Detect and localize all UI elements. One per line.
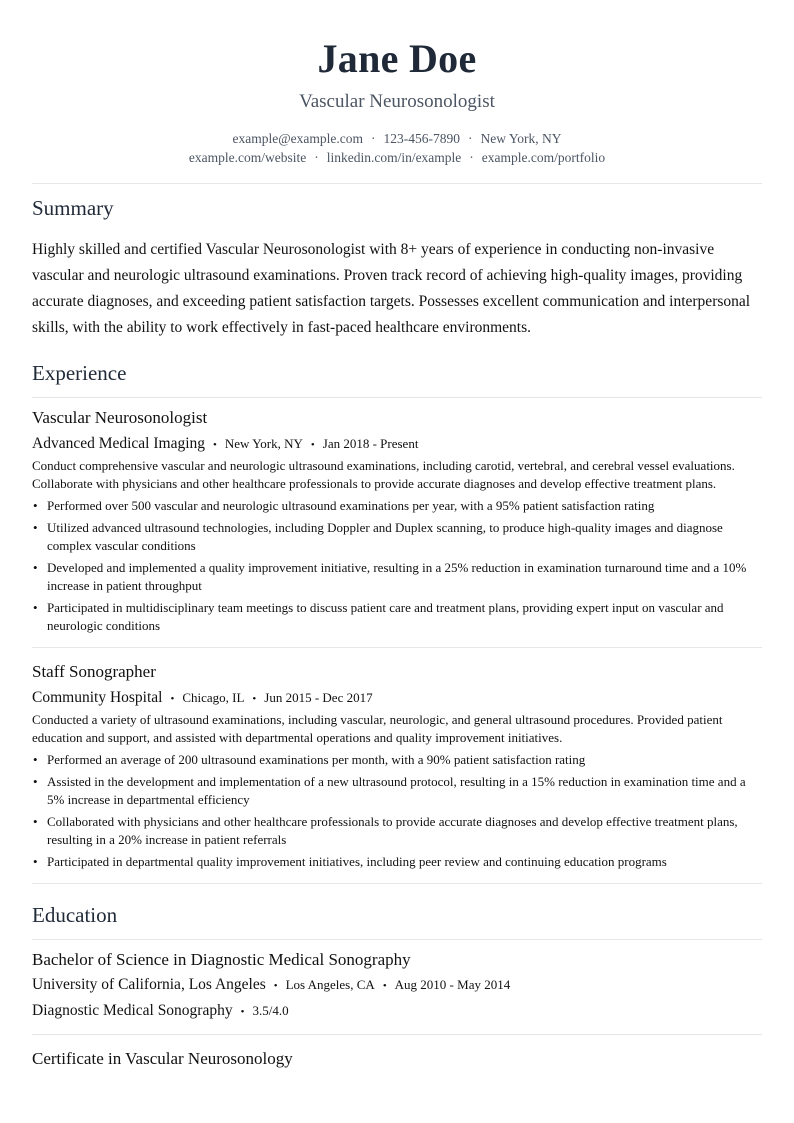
candidate-headline: Vascular Neurosonologist: [299, 91, 495, 112]
job-bullet: [32, 853, 762, 871]
job-entry: [32, 406, 762, 635]
experience-section: [32, 359, 762, 884]
job-bullets: [32, 497, 762, 635]
bullet-dot: •: [33, 560, 38, 575]
bullet-dot: •: [33, 498, 38, 513]
job-dates: Jan 2018 - Present: [322, 436, 419, 451]
candidate-name: Jane Doe: [317, 36, 477, 81]
job-title: Vascular Neurosonologist: [32, 408, 208, 427]
job-bullet: [32, 599, 762, 635]
divider: [32, 183, 762, 184]
resume-header: [32, 36, 762, 167]
contact-separator: ·: [468, 131, 473, 146]
bullet-dot: •: [33, 600, 38, 615]
divider: [32, 397, 762, 398]
bullet-dot: •: [33, 854, 38, 869]
education-entry: [32, 1047, 762, 1071]
job-location: Chicago, IL: [182, 690, 245, 705]
education-field-meta: [32, 1000, 762, 1023]
meta-dot: •: [170, 693, 175, 705]
contact-separator: ·: [314, 150, 319, 165]
divider: [32, 1034, 762, 1035]
job-title: Staff Sonographer: [32, 662, 156, 681]
meta-dot: •: [310, 439, 315, 451]
education-degree: Certificate in Vascular Neurosonology: [32, 1049, 293, 1068]
meta-dot: •: [240, 1006, 245, 1018]
job-location: New York, NY: [224, 436, 303, 451]
bullet-dot: •: [33, 814, 38, 829]
education-school: University of California, Los Angeles: [32, 976, 266, 993]
contact-line-2: [32, 148, 762, 167]
contact-linkedin[interactable]: linkedin.com/in/example: [326, 150, 462, 165]
job-meta: [32, 433, 762, 456]
education-entry: [32, 948, 762, 1023]
education-gpa: 3.5/4.0: [252, 1003, 289, 1018]
job-meta: [32, 687, 762, 710]
experience-title: Experience: [32, 361, 127, 385]
job-bullet: [32, 559, 762, 595]
job-bullets: [32, 751, 762, 871]
education-degree: Bachelor of Science in Diagnostic Medical Sonography: [32, 950, 411, 969]
education-field: Diagnostic Medical Sonography: [32, 1002, 233, 1019]
job-bullet-text: Developed and implemented a quality improvement initiative, resulting in a 25% reduction in examination turnaround time and a 10% increase in patient throughput: [47, 560, 747, 593]
bullet-dot: •: [33, 752, 38, 767]
contact-website[interactable]: example.com/website: [188, 150, 307, 165]
divider: [32, 939, 762, 940]
job-bullet-text: Participated in multidisciplinary team meetings to discuss patient care and treatment plans, providing expert input on vascular and neurologic conditions: [47, 600, 724, 633]
job-company: Community Hospital: [32, 689, 163, 706]
job-bullet: [32, 497, 762, 515]
job-bullet-text: Collaborated with physicians and other healthcare professionals to provide accurate diagnoses and develop effective treatment plans, resulting in a 20% increase in patient referrals: [47, 814, 738, 847]
job-bullet: [32, 519, 762, 555]
job-description: Conduct comprehensive vascular and neurologic ultrasound examinations, including carotid, vertebral, and cerebral vessel evaluations. Collaborate with physicians and other healthcare professionals to provide accurate diagnoses and develop effective treatment plans.: [32, 458, 735, 491]
contact-portfolio[interactable]: example.com/portfolio: [481, 150, 606, 165]
divider: [32, 883, 762, 884]
bullet-dot: •: [33, 774, 38, 789]
job-company: Advanced Medical Imaging: [32, 435, 206, 452]
education-location: Los Angeles, CA: [285, 977, 375, 992]
contact-separator: ·: [371, 131, 376, 146]
job-bullet-text: Participated in departmental quality improvement initiatives, including peer review and continuing education programs: [47, 854, 667, 869]
bullet-dot: •: [33, 520, 38, 535]
contact-separator: ·: [469, 150, 474, 165]
job-bullet-text: Performed an average of 200 ultrasound examinations per month, with a 90% patient satisfaction rating: [47, 752, 586, 767]
job-dates: Jun 2015 - Dec 2017: [264, 690, 373, 705]
meta-dot: •: [273, 980, 278, 992]
meta-dot: •: [213, 439, 217, 451]
job-bullet: [32, 813, 762, 849]
summary-section: [32, 194, 762, 341]
job-bullet: [32, 773, 762, 809]
job-bullet: [32, 751, 762, 769]
contact-line-1: [32, 129, 762, 148]
education-meta: [32, 974, 762, 997]
job-bullet-text: Assisted in the development and implementation of a new ultrasound protocol, resulting in a 15% reduction in examination time and a 5% increase in departmental efficiency: [47, 774, 746, 807]
education-section: [32, 901, 762, 1071]
meta-dot: •: [252, 693, 257, 705]
contact-email[interactable]: example@example.com: [232, 131, 363, 146]
job-bullet-text: Utilized advanced ultrasound technologies, including Doppler and Duplex scanning, to produce high-quality images and diagnose complex vascular conditions: [47, 520, 723, 553]
job-description: Conducted a variety of ultrasound examinations, including vascular, neurologic, and general ultrasound procedures. Provided patient education and support, and assisted with departmental operations and quality improvement initiatives.: [32, 712, 723, 745]
job-entry: [32, 660, 762, 871]
meta-dot: •: [382, 980, 387, 992]
contact-phone[interactable]: 123-456-7890: [383, 131, 460, 146]
divider: [32, 647, 762, 648]
education-dates: Aug 2010 - May 2014: [394, 977, 511, 992]
job-bullet-text: Performed over 500 vascular and neurologic ultrasound examinations per year, with a 95% patient satisfaction rating: [47, 498, 655, 513]
education-title: Education: [32, 903, 118, 927]
summary-title: Summary: [32, 196, 114, 220]
summary-text: Highly skilled and certified Vascular Neurosonologist with 8+ years of experience in conducting non-invasive vascular and neurologic ultrasound examinations. Proven track record of achieving high-quality images, providing accurate diagnoses, and exceeding patient satisfaction targets. Possesses excellent communication and interpersonal skills, with the ability to work effectively in fast-paced healthcare environments.: [32, 241, 751, 336]
resume-page: [32, 0, 762, 1071]
contact-location: New York, NY: [480, 131, 562, 146]
